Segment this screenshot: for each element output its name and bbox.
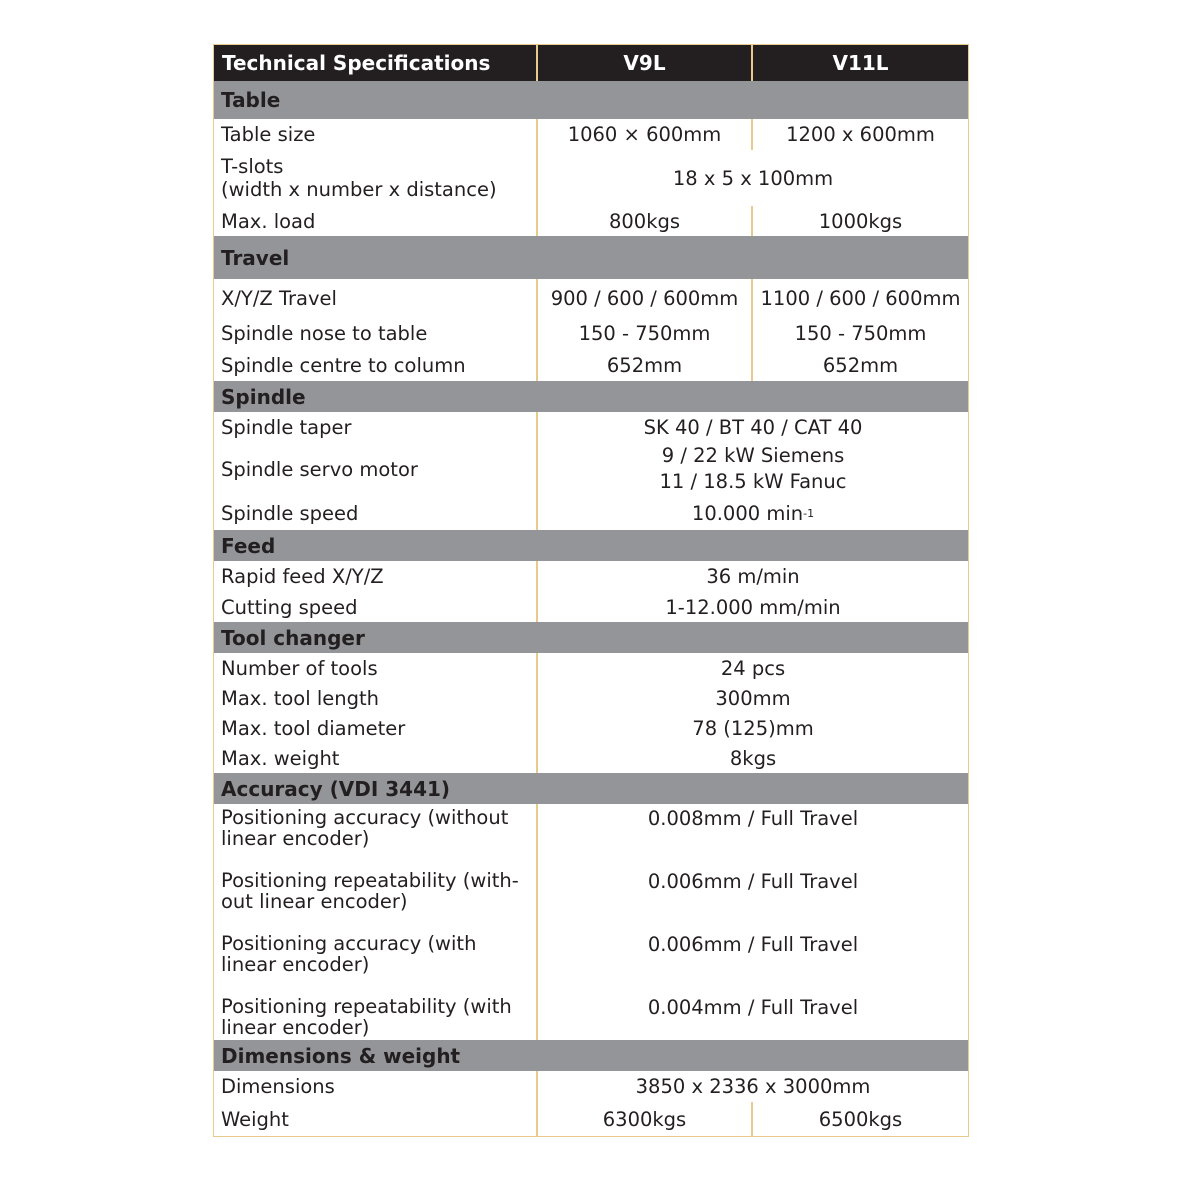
row-label bbox=[214, 993, 536, 1040]
row-label: Spindle centre to column bbox=[221, 353, 466, 377]
row-value-shared: 0.006mm / Full Travel bbox=[536, 867, 968, 930]
technical-specifications-table bbox=[213, 44, 969, 1137]
section-title: Tool changer bbox=[221, 625, 365, 650]
row-value-shared: SK 40 / BT 40 / CAT 40 bbox=[536, 412, 968, 442]
row-value-shared: 18 x 5 x 100mm bbox=[536, 150, 968, 206]
row-label-line: (width x number x distance) bbox=[221, 178, 497, 201]
row-label: Spindle speed bbox=[221, 501, 359, 525]
table-row bbox=[214, 804, 968, 867]
section-dimensions-weight bbox=[214, 1040, 968, 1071]
row-label bbox=[214, 804, 536, 867]
row-value-v11l: 6500kgs bbox=[751, 1102, 968, 1136]
table-row bbox=[214, 867, 968, 930]
section-title: Travel bbox=[221, 245, 290, 270]
section-tool-changer bbox=[214, 622, 968, 653]
row-value-v11l: 652mm bbox=[751, 349, 968, 381]
section-title: Spindle bbox=[221, 384, 306, 409]
row-value-shared: 300mm bbox=[536, 683, 968, 713]
row-value-shared: 36 m/min bbox=[536, 561, 968, 592]
table-row bbox=[214, 713, 968, 743]
row-value-v11l: 1000kgs bbox=[751, 206, 968, 236]
row-label: Max. weight bbox=[221, 746, 340, 770]
table-row bbox=[214, 561, 968, 592]
header-v11l: V11L bbox=[751, 45, 968, 81]
table-row bbox=[214, 993, 968, 1040]
row-label: Spindle nose to table bbox=[221, 321, 428, 345]
row-value-line: 11 / 18.5 kW Fanuc bbox=[659, 470, 847, 493]
row-label: Rapid feed X/Y/Z bbox=[221, 565, 384, 588]
row-label-line: linear encoder) bbox=[221, 1016, 370, 1039]
header-label: Technical Specifications bbox=[222, 51, 491, 75]
section-feed bbox=[214, 530, 968, 561]
table-row bbox=[214, 119, 968, 150]
section-title: Accuracy (VDI 3441) bbox=[221, 776, 451, 801]
table-row bbox=[214, 653, 968, 683]
row-label-line: linear encoder) bbox=[221, 827, 370, 850]
row-label: Weight bbox=[221, 1107, 289, 1131]
table-row bbox=[214, 683, 968, 713]
section-travel bbox=[214, 236, 968, 279]
table-header bbox=[214, 45, 968, 81]
table-row bbox=[214, 1071, 968, 1102]
row-value-shared: 78 (125)mm bbox=[536, 713, 968, 743]
row-label-line: linear encoder) bbox=[221, 953, 370, 976]
row-label bbox=[214, 150, 536, 206]
row-value-v9l: 6300kgs bbox=[536, 1102, 751, 1136]
row-label: Dimensions bbox=[221, 1075, 335, 1098]
section-title: Dimensions & weight bbox=[221, 1043, 461, 1068]
row-value-shared: 0.006mm / Full Travel bbox=[536, 930, 968, 993]
table-row bbox=[214, 279, 968, 317]
row-value-v9l: 150 - 750mm bbox=[536, 317, 751, 349]
row-label-line: out linear encoder) bbox=[221, 890, 408, 913]
table-row bbox=[214, 412, 968, 442]
table-row bbox=[214, 930, 968, 993]
row-value-text: 10.000 min bbox=[691, 501, 804, 525]
row-value-v9l: 652mm bbox=[536, 349, 751, 381]
row-label: Cutting speed bbox=[221, 595, 358, 619]
row-value-v11l: 1200 x 600mm bbox=[751, 119, 968, 150]
row-value-v11l: 150 - 750mm bbox=[751, 317, 968, 349]
table-row bbox=[214, 496, 968, 530]
row-label: Max. tool length bbox=[221, 686, 379, 710]
section-accuracy bbox=[214, 773, 968, 804]
row-value-line: 9 / 22 kW Siemens bbox=[661, 444, 845, 467]
row-value-v9l: 1060 × 600mm bbox=[536, 119, 751, 150]
section-spindle bbox=[214, 381, 968, 412]
table-row bbox=[214, 592, 968, 622]
section-title: Feed bbox=[221, 533, 276, 558]
table-row bbox=[214, 743, 968, 773]
row-label-line: Positioning repeatability (with bbox=[221, 995, 512, 1018]
header-v9l: V9L bbox=[536, 45, 751, 81]
row-label-line: Positioning repeatability (with- bbox=[221, 869, 519, 892]
row-value-shared: 0.008mm / Full Travel bbox=[536, 804, 968, 867]
row-label: Number of tools bbox=[221, 656, 378, 680]
table-row bbox=[214, 206, 968, 236]
row-value-v9l: 800kgs bbox=[536, 206, 751, 236]
row-value-shared bbox=[536, 442, 968, 496]
section-table bbox=[214, 81, 968, 119]
table-row bbox=[214, 349, 968, 381]
row-value-superscript: -1 bbox=[803, 506, 815, 520]
table-row bbox=[214, 442, 968, 496]
row-value-shared: 1-12.000 mm/min bbox=[536, 592, 968, 622]
row-label: X/Y/Z Travel bbox=[221, 286, 337, 310]
row-label bbox=[214, 867, 536, 930]
row-label-line: Positioning accuracy (with bbox=[221, 932, 477, 955]
row-value-v9l: 900 / 600 / 600mm bbox=[536, 279, 751, 317]
row-value-shared: 3850 x 2336 x 3000mm bbox=[536, 1071, 968, 1102]
row-value-shared: 24 pcs bbox=[536, 653, 968, 683]
table-row bbox=[214, 150, 968, 206]
row-value-v11l: 1100 / 600 / 600mm bbox=[751, 279, 968, 317]
row-value-shared: 0.004mm / Full Travel bbox=[536, 993, 968, 1040]
row-label bbox=[214, 930, 536, 993]
row-label: Max. load bbox=[221, 209, 316, 233]
row-label: Spindle servo motor bbox=[221, 457, 418, 481]
row-label: Max. tool diameter bbox=[221, 716, 406, 740]
row-value-shared bbox=[536, 496, 968, 530]
row-label-line: T-slots bbox=[221, 155, 284, 178]
table-row bbox=[214, 317, 968, 349]
row-value-shared: 8kgs bbox=[536, 743, 968, 773]
row-label: Table size bbox=[221, 123, 316, 146]
section-title: Table bbox=[221, 88, 281, 112]
table-row bbox=[214, 1102, 968, 1136]
row-label: Spindle taper bbox=[221, 415, 352, 439]
row-label-line: Positioning accuracy (without bbox=[221, 806, 509, 829]
